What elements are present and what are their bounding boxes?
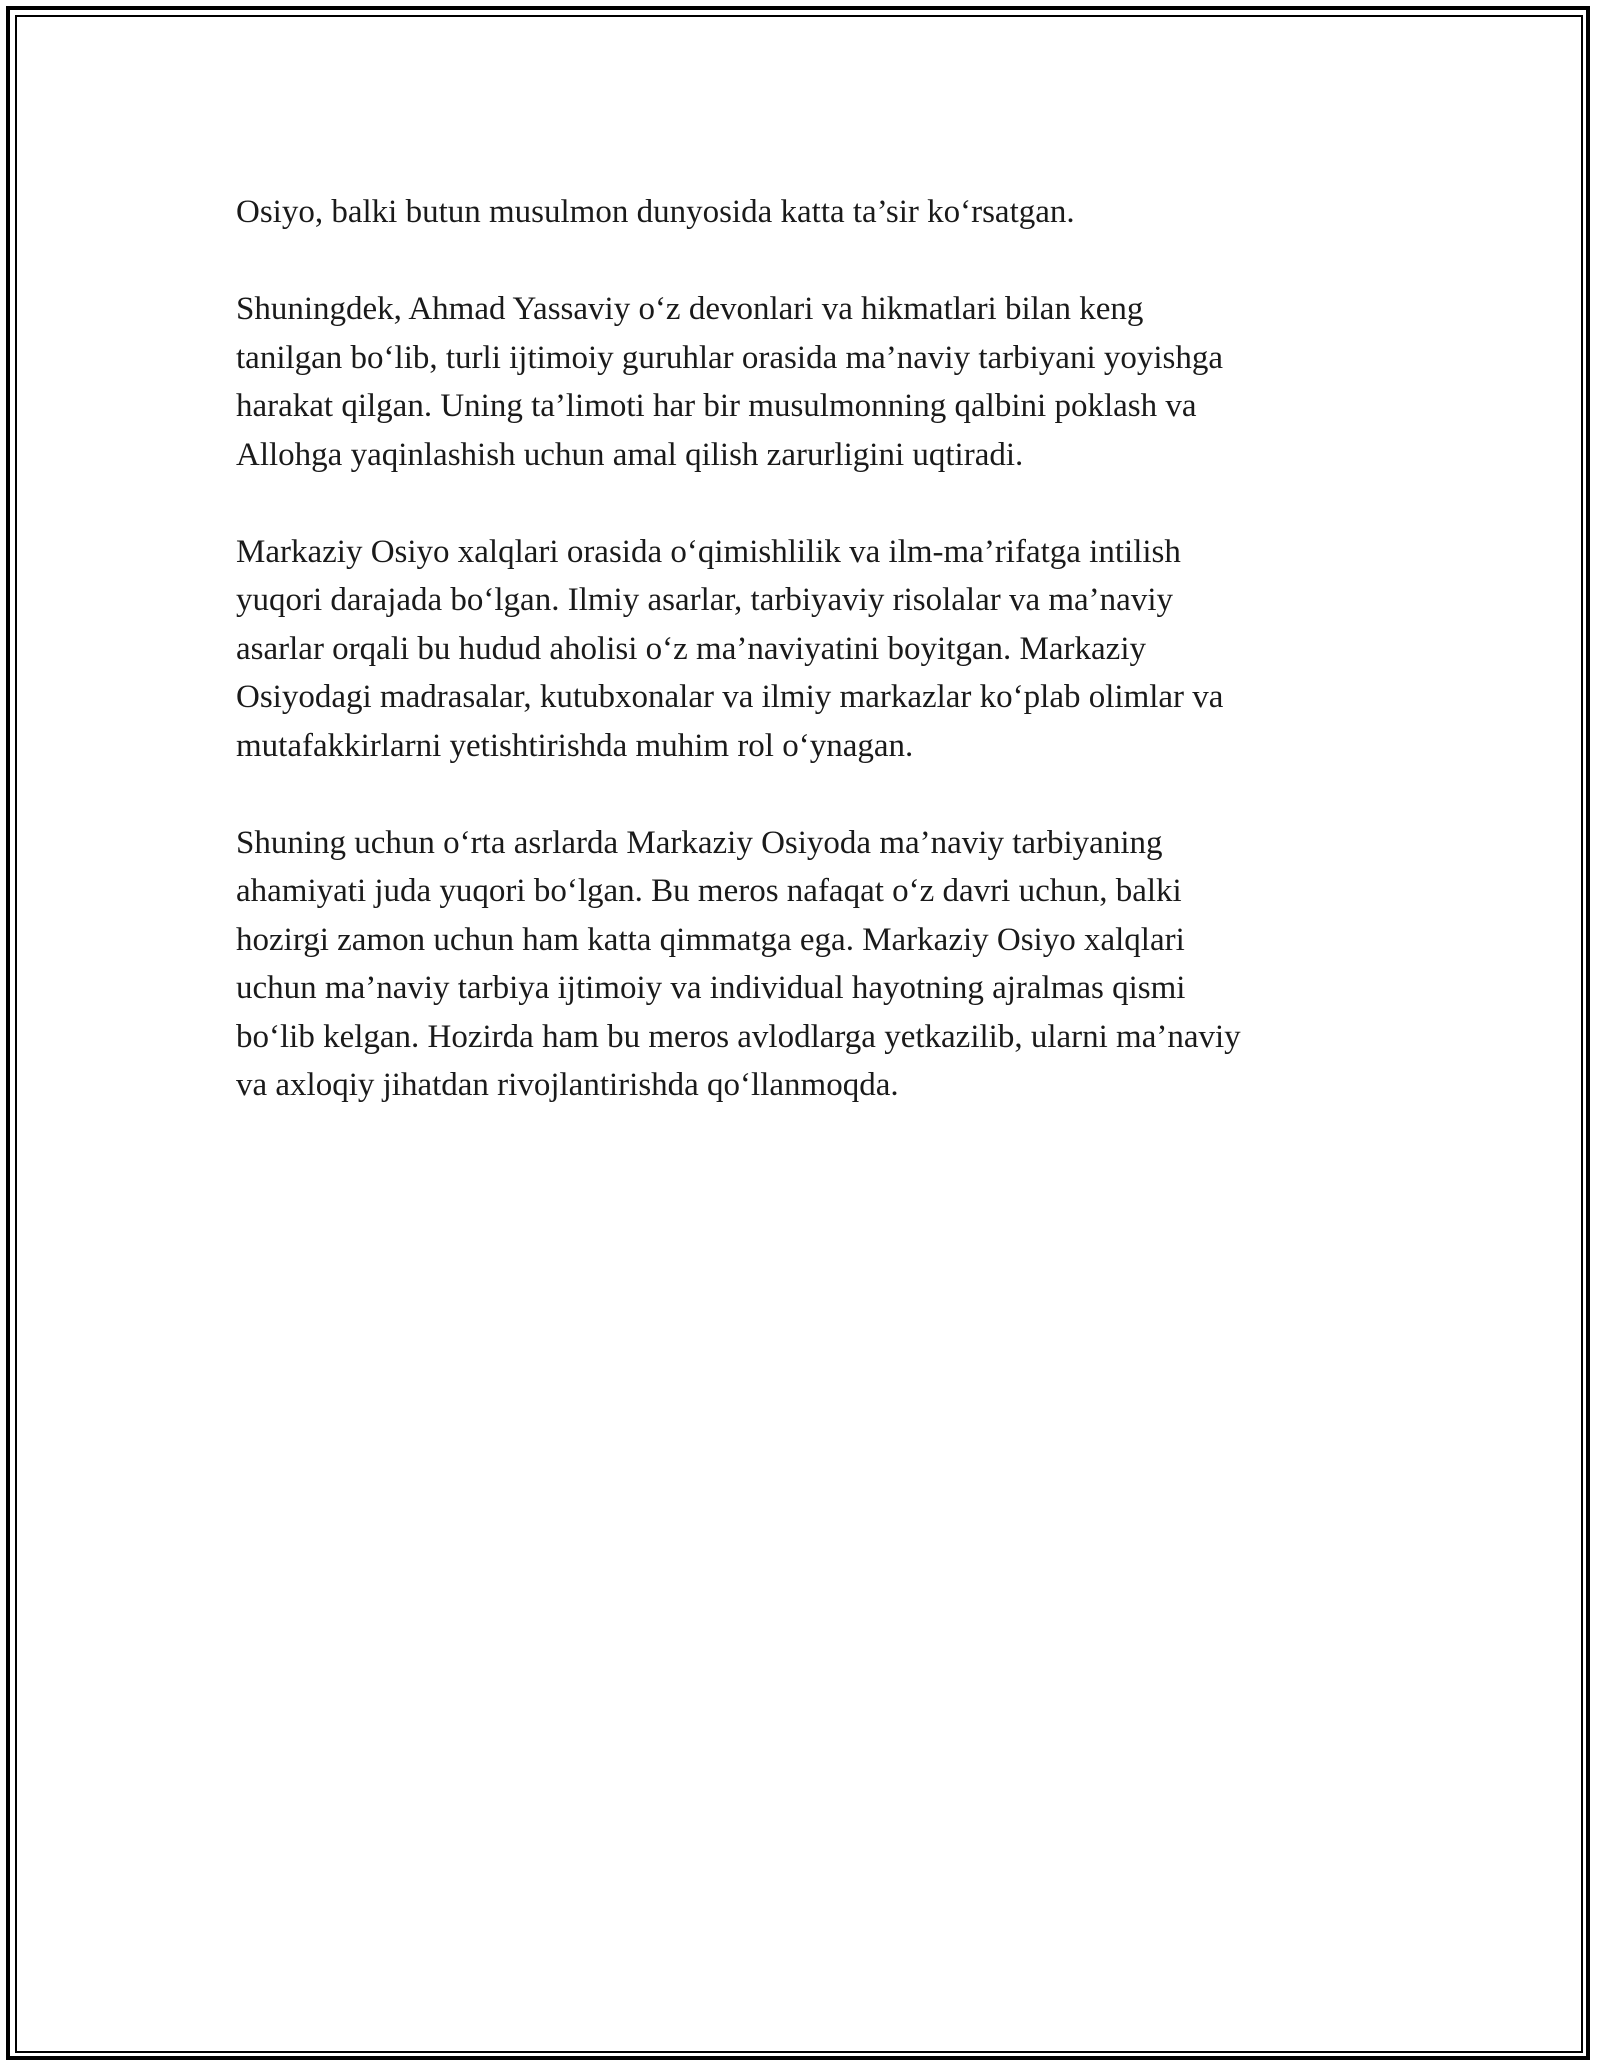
paragraph-2: Shuningdek, Ahmad Yassaviy o‘z devonlari va hikmatlari bilan keng tanilgan bo‘lib, turli ijtimoiy guruhlar orasida ma’naviy tarbiyani yoyishga harakat qilgan. Uning ta’limoti har bir musulmonning qalbini poklash va Allohga yaqinlashish uchun amal qilish zarurligini uqtiradi. — [236, 291, 1224, 473]
document-body — [236, 188, 1376, 1158]
paragraph-1: Osiyo, balki butun musulmon dunyosida katta ta’sir ko‘rsatgan. — [236, 194, 1075, 230]
paragraph-4: Shuning uchun o‘rta asrlarda Markaziy Osiyoda ma’naviy tarbiyaning ahamiyati juda yuqori bo‘lgan. Bu meros nafaqat o‘z davri uchun, balki hozirgi zamon uchun ham katta qimmatga ega. Markaziy Osiyo xalqlari uchun ma’naviy tarbiya ijtimoiy va individual hayotning ajralmas qismi bo‘lib kelgan. Hozirda ham bu meros avlodlarga yetkazilib, ularni ma’naviy va axloqiy jihatdan rivojlantirishda qo‘llanmoqda. — [236, 824, 1241, 1103]
paragraph-3: Markaziy Osiyo xalqlari orasida o‘qimishlilik va ilm-ma’rifatga intilish yuqori darajada bo‘lgan. Ilmiy asarlar, tarbiyaviy risolalar va ma’naviy asarlar orqali bu hudud aholisi o‘z ma’naviyatini boyitgan. Markaziy Osiyodagi madrasalar, kutubxonalar va ilmiy markazlar ko‘plab olimlar va mutafakkirlarni yetishtirishda muhim rol o‘ynagan. — [236, 533, 1224, 764]
